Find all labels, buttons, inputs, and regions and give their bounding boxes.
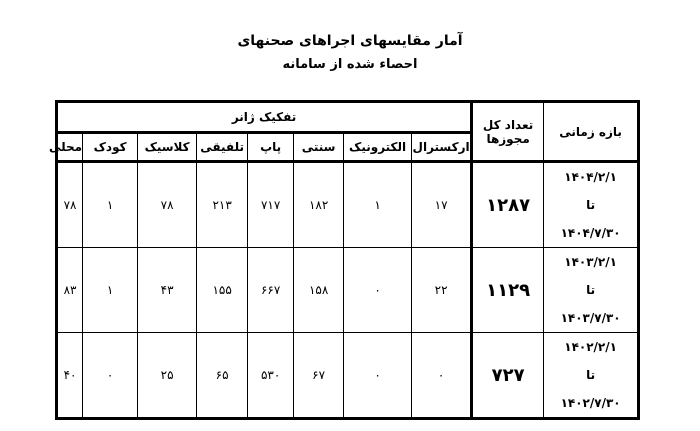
- value-fusion: ۲۱۳: [197, 162, 248, 248]
- value-orchestral: ۰: [412, 333, 472, 419]
- total-cell: ۱۱۲۹: [472, 248, 544, 333]
- value-children: ۱: [83, 162, 138, 248]
- value-pop: ۵۳۰: [248, 333, 294, 419]
- period-from: ۱۴۰۲/۲/۱: [564, 340, 617, 354]
- header-genre-traditional: سنتی: [294, 133, 344, 162]
- period-to: ۱۴۰۴/۷/۳۰: [560, 226, 621, 240]
- period-from: ۱۴۰۴/۲/۱: [564, 170, 617, 184]
- value-electronic: ۰: [344, 248, 412, 333]
- total-cell: ۱۲۸۷: [472, 162, 544, 248]
- value-pop: ۷۱۷: [248, 162, 294, 248]
- value-fusion: ۶۵: [197, 333, 248, 419]
- value-local: ۴۰: [57, 333, 83, 419]
- value-electronic: ۰: [344, 333, 412, 419]
- page-subtitle: احصاء شده از سامانه: [282, 57, 418, 72]
- value-pop: ۶۶۷: [248, 248, 294, 333]
- value-children: ۰: [83, 333, 138, 419]
- value-classical: ۲۵: [138, 333, 197, 419]
- value-orchestral: ۲۲: [412, 248, 472, 333]
- value-orchestral: ۱۷: [412, 162, 472, 248]
- period-to-word: تا: [586, 198, 596, 212]
- stats-table: [48, 100, 640, 420]
- value-classical: ۷۸: [138, 162, 197, 248]
- header-genre-fusion: تلفیقی: [197, 133, 248, 162]
- value-traditional: ۱۸۲: [294, 162, 344, 248]
- value-fusion: ۱۵۵: [197, 248, 248, 333]
- header-period: بازه زمانی: [544, 102, 639, 162]
- header-genre-pop: پاپ: [248, 133, 294, 162]
- period-cell: [544, 162, 639, 248]
- header-total: تعداد کل مجوزها: [472, 102, 544, 162]
- table-row: [57, 162, 639, 248]
- value-electronic: ۱: [344, 162, 412, 248]
- value-local: ۸۳: [57, 248, 83, 333]
- header-genre-classical: کلاسیک: [138, 133, 197, 162]
- value-classical: ۴۳: [138, 248, 197, 333]
- period-cell: [544, 248, 639, 333]
- period-to: ۱۴۰۳/۷/۳۰: [560, 311, 621, 325]
- period-to-word: تا: [586, 283, 596, 297]
- header-genre-local: محلی: [57, 133, 83, 162]
- table-row: [57, 248, 639, 333]
- value-local: ۷۸: [57, 162, 83, 248]
- value-children: ۱: [83, 248, 138, 333]
- header-genre-children: کودک: [83, 133, 138, 162]
- header-genre-group: تفکیک ژانر: [57, 102, 472, 133]
- header-genre-electronic: الکترونیک: [344, 133, 412, 162]
- value-traditional: ۶۷: [294, 333, 344, 419]
- period-to-word: تا: [586, 368, 596, 382]
- period-cell: [544, 333, 639, 419]
- value-traditional: ۱۵۸: [294, 248, 344, 333]
- total-cell: ۷۲۷: [472, 333, 544, 419]
- period-from: ۱۴۰۳/۲/۱: [564, 255, 617, 269]
- page-title: آمار مقایسهای اجراهای صحنهای: [237, 33, 463, 49]
- header-genre-orchestral: ارکسترال: [412, 133, 472, 162]
- table-row: [57, 333, 639, 419]
- period-to: ۱۴۰۲/۷/۳۰: [560, 396, 621, 410]
